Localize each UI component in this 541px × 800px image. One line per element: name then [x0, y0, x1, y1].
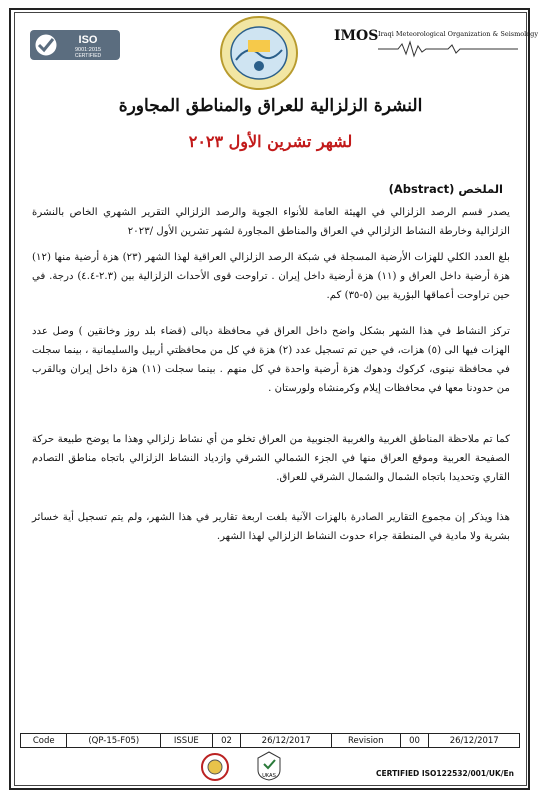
- paragraph-3: تركز النشاط في هذا الشهر بشكل واضح داخل العراق في محافظة ديالى (قضاء بلد روز وخانقين ) وصل عدد الهزات فيها الى (٥) هزات، في حين تم تسجيل عدد (٢) هزة في كل من محافظتي أربيل والسليمانية ، بينما سجلت في محافظة نينوى، كركوك ودهوك هزة أرضية واحدة في كل منهم . بينما سجلت (١١) هزة داخل إيران وبالقرب من حدودنا معها في محافظات إيلام وكرمنشاه ولورستان .: [32, 326, 510, 394]
- paragraph-5: هذا ويذكر إن مجموع التقارير الصادرة بالهزات الآنية بلغت اربعة تقارير في هذا الشهر، ولم يتم تسجيل أية خسائر بشرية ولا مادية في المنطقة جراء حدوث النشاط الزلزالي لهذا الشهر.: [32, 512, 510, 542]
- issue-date: 26/12/2017: [241, 734, 332, 748]
- iso-label: ISO: [78, 34, 98, 46]
- ukas-label: UKAS: [262, 773, 276, 779]
- paragraph-4: كما تم ملاحظة المناطق الغربية والغربية الجنوبية من العراق تخلو من أي نشاط زلزالي وهذا ما يوضح طبيعة حركة الصفيحة العربية وموقع العراق منها في الجزء الشمالي الشرقي وازدياد النشاط الزلزالي باتجاه مناطق التصادم القاري وتحديدا باتجاه الشمال والشمال الشرقي للعراق.: [32, 434, 510, 483]
- document-control-table: [20, 733, 520, 748]
- issue-label: ISSUE: [161, 734, 213, 748]
- certification-number: CERTIFIED ISO122532/001/UK/En: [376, 769, 514, 778]
- issue-value: 02: [212, 734, 241, 748]
- code-label: Code: [21, 734, 67, 748]
- document-subtitle: لشهر تشرين الأول ٢٠٢٣: [188, 132, 353, 151]
- organization-seal-logo: [218, 14, 300, 92]
- iso-standard: 9001:2015: [75, 47, 101, 53]
- iso-certified-logo: [30, 26, 120, 64]
- paragraph-1: يصدر قسم الرصد الزلزالي في الهيئة العامة للأنواء الجوية والرصد الزلزالي التقرير الشهري الخاص بالنشرة الزلزالية وخارطة النشاط الزلزالي في العراق والمناطق المجاورة لشهر تشرين الأول /٢٠٢٣: [32, 207, 510, 237]
- imos-full-name: Iraqi Meteorological Organization & Seismology: [378, 30, 539, 38]
- page-inner-border: [14, 12, 527, 786]
- iso-certified: CERTIFIED: [74, 53, 102, 59]
- abstract-heading: الملخص (Abstract): [388, 182, 503, 196]
- code-value: (QP-15-F05): [67, 734, 161, 748]
- paragraph-2: بلغ العدد الكلي للهزات الأرضية المسجلة في شبكة الرصد الزلزالي العراقية لهذا الشهر (٢٣) هزة أرضية منها (١٢) هزة أرضية داخل العراق و (١١) هزة أرضية داخل إيران . تراوحت قوى الأحداث الزلزالية بين (٢.٣-٤.٤) درجة. في حين تراوحت أعماقها البؤرية بين (٥-٣٥) كم.: [32, 252, 510, 301]
- revision-date: 26/12/2017: [429, 734, 520, 748]
- revision-value: 00: [400, 734, 429, 748]
- document-title: النشرة الزلزالية للعراق والمناطق المجاورة: [118, 96, 423, 116]
- seismogram-icon: [378, 40, 518, 58]
- imos-logo-text: IMOS: [334, 28, 379, 44]
- certification-badge-icon: [200, 752, 230, 782]
- table-row: [21, 734, 520, 748]
- revision-label: Revision: [331, 734, 400, 748]
- ukas-logo: [256, 750, 282, 782]
